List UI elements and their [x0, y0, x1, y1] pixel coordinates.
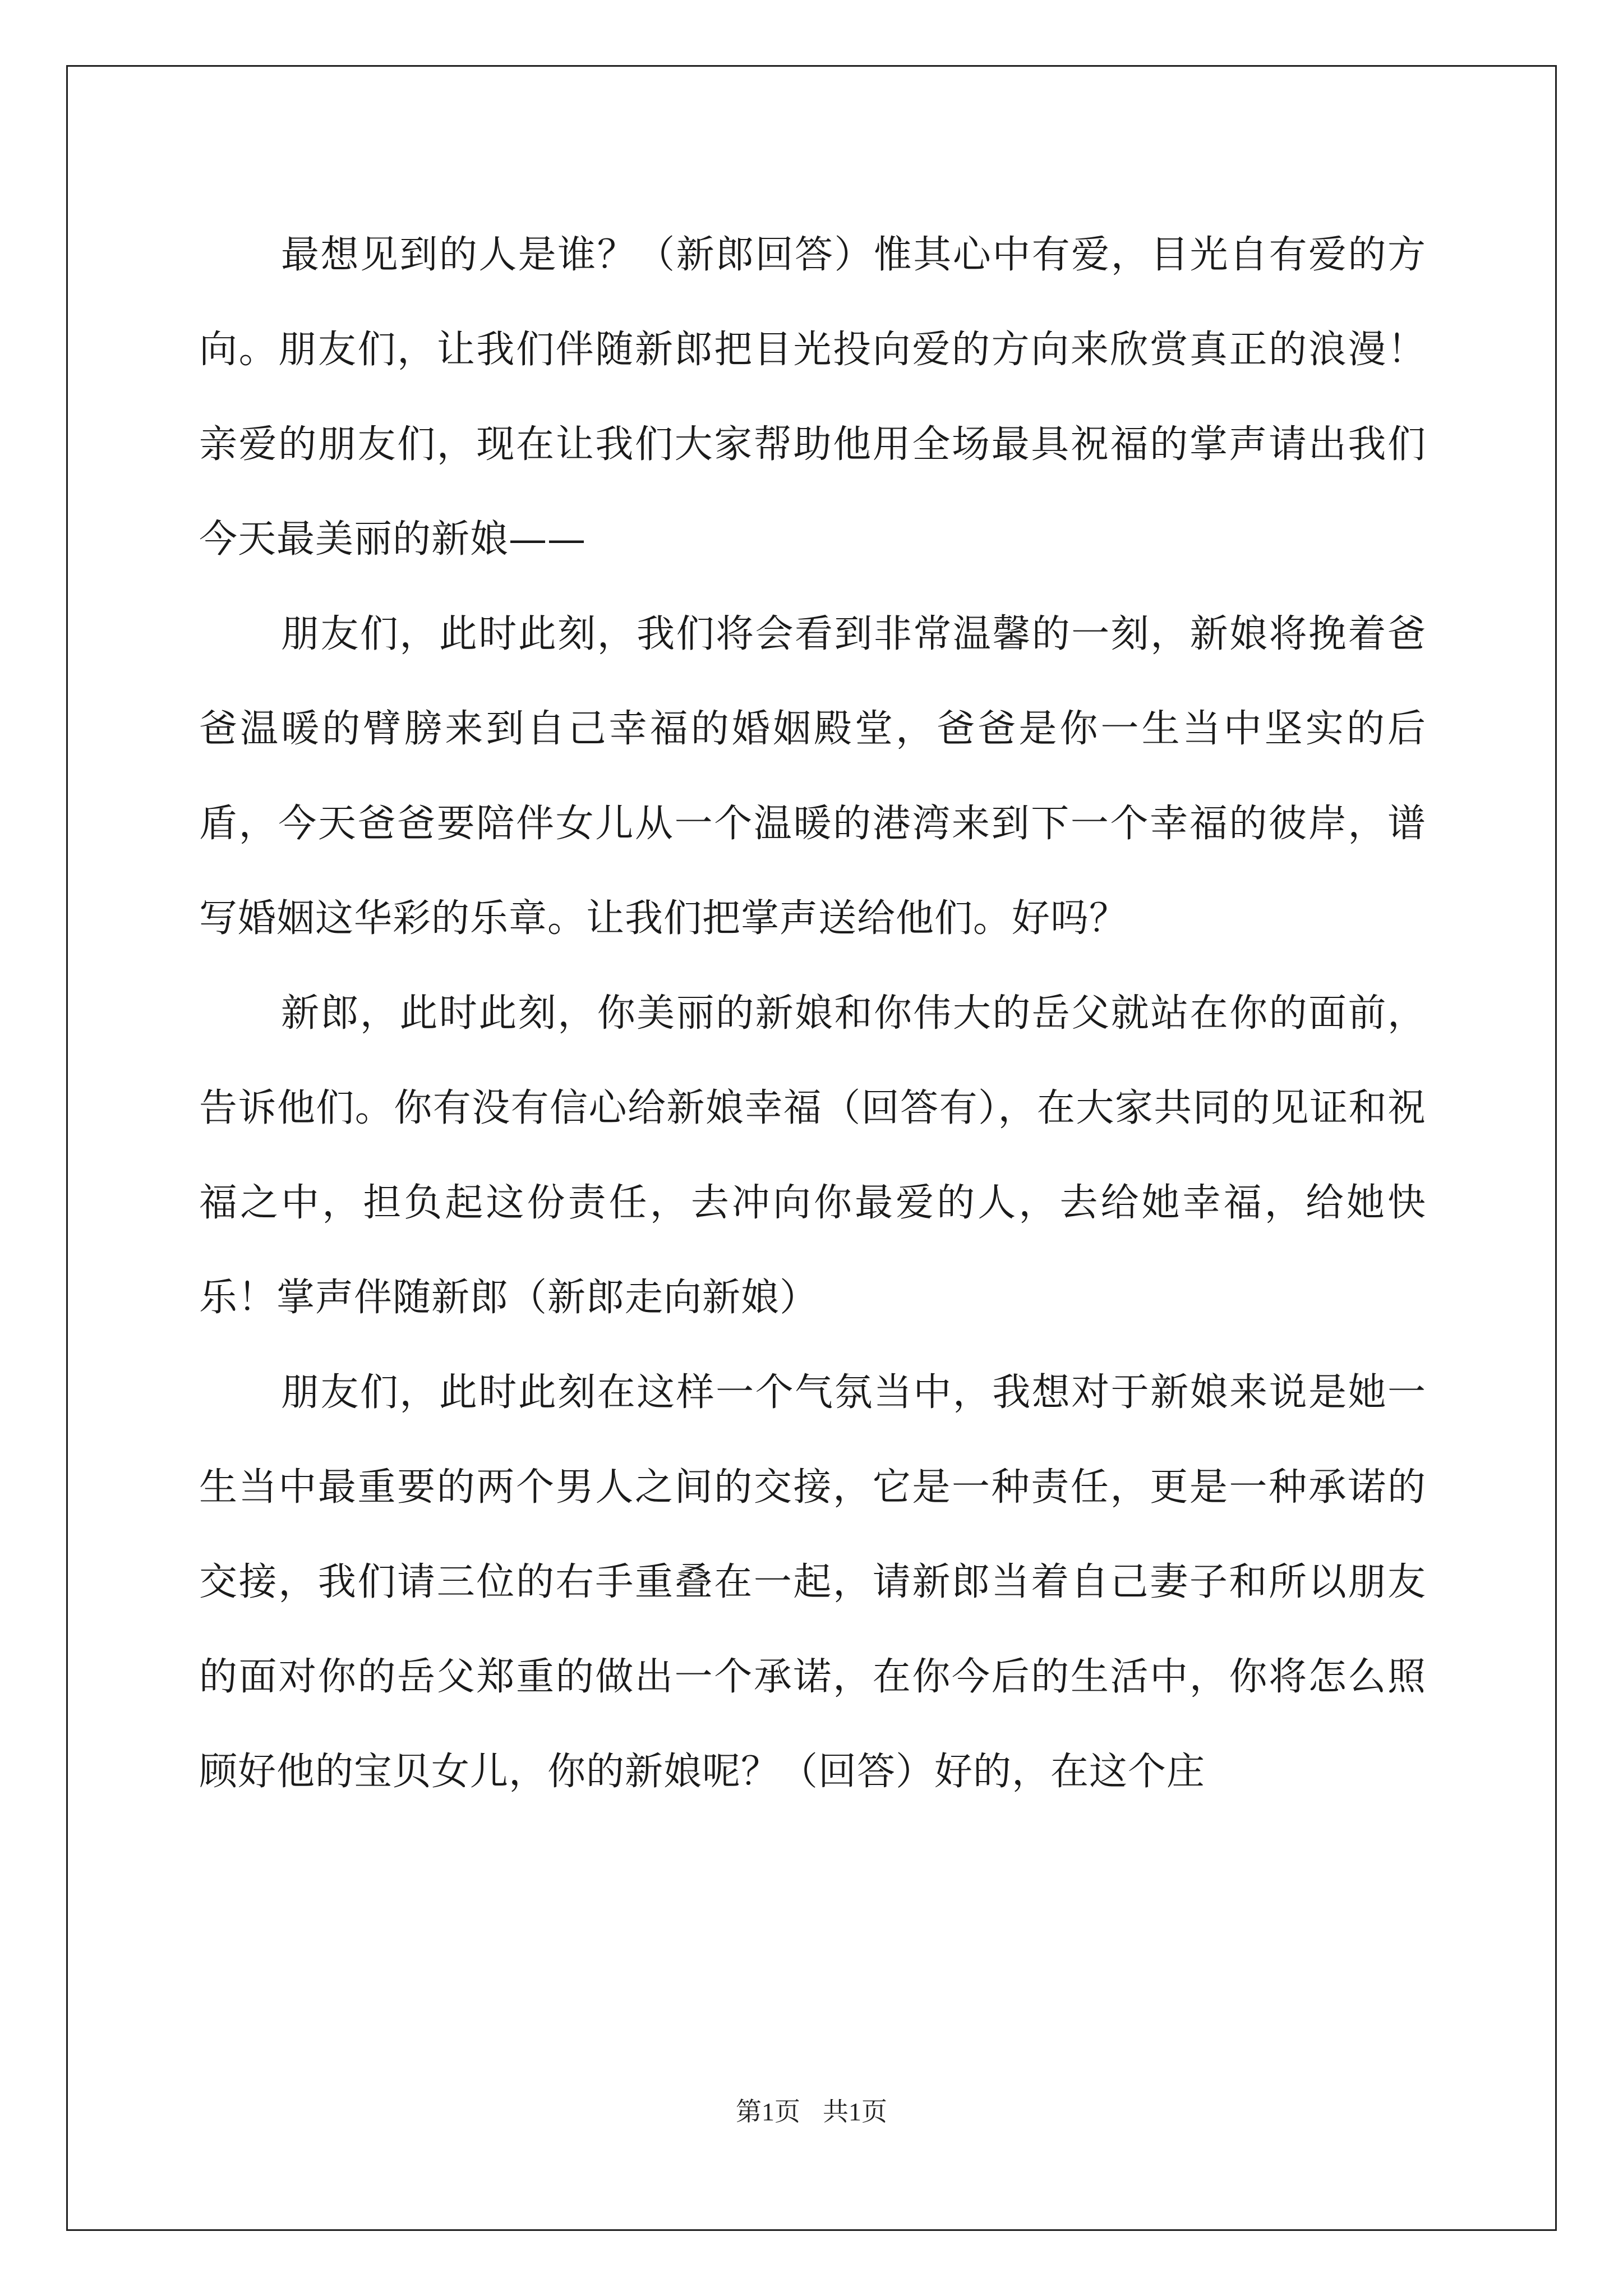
paragraph: 最想见到的人是谁？（新郎回答）惟其心中有爱，目光自有爱的方向。朋友们，让我们伴随新郎把目光投向爱的方向来欣赏真正的浪漫！亲爱的朋友们，现在让我们大家帮助他用全场最具祝福的掌声请出我们今天最美丽的新娘—— [199, 233, 1426, 562]
page-total: 共1页 [823, 2097, 887, 2126]
page-footer [0, 2095, 1623, 2129]
paragraph: 新郎，此时此刻，你美丽的新娘和你伟大的岳父就站在你的面前，告诉他们。你有没有信心给新娘幸福（回答有），在大家共同的见证和祝福之中，担负起这份责任，去冲向你最爱的人，去给她幸福，给她快乐！掌声伴随新郎（新郎走向新娘） [199, 991, 1426, 1320]
paragraph: 朋友们，此时此刻，我们将会看到非常温馨的一刻，新娘将挽着爸爸温暖的臂膀来到自己幸福的婚姻殿堂，爸爸是你一生当中坚实的后盾，今天爸爸要陪伴女儿从一个温暖的港湾来到下一个幸福的彼岸，谱写婚姻这华彩的乐章。让我们把掌声送给他们。好吗？ [199, 612, 1426, 941]
paragraph: 朋友们，此时此刻在这样一个气氛当中，我想对于新娘来说是她一生当中最重要的两个男人之间的交接，它是一种责任，更是一种承诺的交接，我们请三位的右手重叠在一起，请新郎当着自己妻子和所以朋友的面对你的岳父郑重的做出一个承诺，在你今后的生活中，你将怎么照顾好他的宝贝女儿，你的新娘呢？（回答）好的，在这个庄 [199, 1370, 1426, 1794]
document-body [199, 208, 1426, 1819]
page-number: 第1页 [736, 2097, 800, 2126]
